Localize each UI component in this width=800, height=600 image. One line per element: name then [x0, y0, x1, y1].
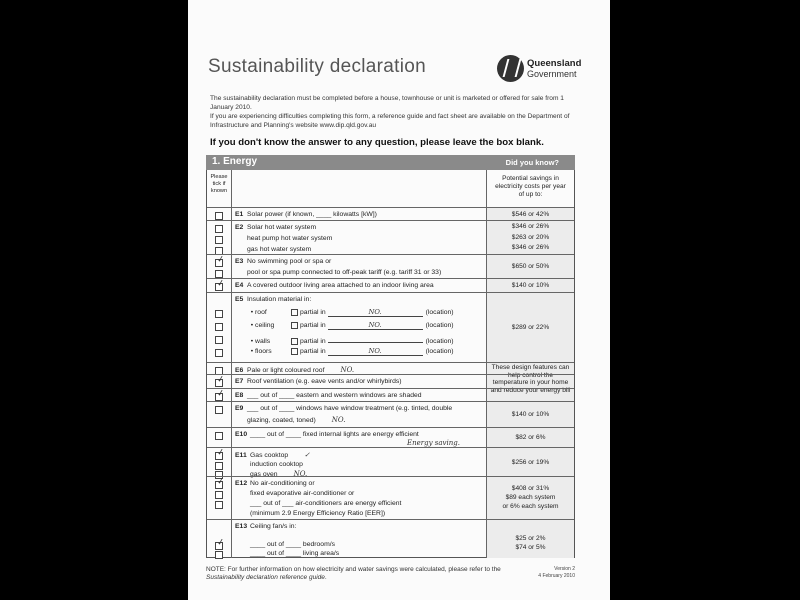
savings-value: $140 or 10% — [511, 411, 550, 418]
item-code: E12 — [235, 480, 248, 487]
item-text: Roof ventilation (e.g. eave vents and/or whirlybirds) — [247, 378, 402, 385]
savings-cell — [486, 279, 574, 292]
item-text: • floors — [247, 348, 272, 355]
location-label: (location) — [425, 322, 454, 329]
tick-checkbox[interactable] — [215, 323, 223, 331]
item-line — [235, 234, 332, 244]
tick-checkbox[interactable] — [215, 446, 226, 460]
item-text: Insulation material in: — [247, 296, 312, 303]
item-text: • ceiling — [247, 322, 275, 329]
version-date: 4 February 2010 — [538, 573, 575, 579]
table-row-e9 — [207, 401, 574, 427]
savings-value: $650 or 50% — [511, 263, 550, 270]
tick-checkbox[interactable] — [215, 310, 223, 318]
location-blank[interactable] — [328, 321, 423, 330]
savings-value: These design features can help control the temperature in your home and reduce your energy bill — [490, 364, 571, 394]
tick-checkbox[interactable] — [215, 462, 223, 470]
item-text: pool or spa pump connected to off-peak tariff (e.g. tariff 31 or 33) — [247, 269, 442, 276]
savings-value: $256 or 19% — [511, 459, 550, 466]
item-line — [235, 460, 303, 470]
tick-checkbox[interactable] — [215, 387, 226, 401]
tick-checkbox[interactable] — [215, 475, 226, 489]
checkmark-icon: ✓ — [216, 446, 226, 458]
item-line — [235, 489, 354, 499]
handwritten-answer: NO. — [331, 416, 346, 424]
item-code: E7 — [235, 378, 244, 385]
item-line — [235, 281, 434, 291]
item-line — [235, 499, 401, 509]
tick-checkbox[interactable] — [215, 406, 223, 414]
savings-value: $89 each system — [505, 494, 556, 501]
item-text: Pale or light coloured roof — [247, 367, 325, 374]
did-you-know-label: Did you know? — [505, 158, 559, 167]
item-line — [235, 450, 310, 460]
item-code: E5 — [235, 296, 244, 303]
partial-label: partial in — [300, 348, 328, 355]
item-text: induction cooktop — [250, 460, 303, 468]
item-line — [235, 347, 454, 357]
item-line — [235, 377, 402, 387]
location-label: (location) — [425, 309, 454, 316]
item-text: Solar power (if known, ____ kilowatts [kW]) — [247, 211, 377, 218]
checkmark-icon: ✓ — [216, 277, 226, 289]
item-line — [235, 268, 441, 278]
item-text: ____ out of ____ fixed internal lights are energy efficient — [250, 431, 419, 438]
logo-line-2: Government — [527, 69, 577, 79]
item-code: E6 — [235, 367, 244, 374]
location-blank[interactable] — [328, 308, 423, 317]
savings-value: $346 or 26% — [511, 244, 550, 251]
item-text: ___ out of ___ air-conditioners are energy efficient — [250, 500, 402, 507]
item-text: ___ out of ____ eastern and western windows are shaded — [247, 392, 422, 399]
location-blank[interactable] — [328, 347, 423, 356]
item-text: Solar hot water system — [247, 224, 317, 231]
checkmark-icon: ✓ — [216, 536, 226, 548]
table-row-e13 — [207, 519, 574, 558]
item-text: (minimum 2.9 Energy Efficiency Ratio [EER]) — [250, 510, 386, 517]
tick-checkbox[interactable] — [215, 536, 226, 550]
savings-value: $546 or 42% — [511, 211, 550, 218]
item-line — [235, 295, 311, 305]
note-guide-title: Sustainability declaration reference guide — [206, 574, 325, 581]
table-header-row — [207, 170, 574, 207]
checkmark-icon: ✓ — [216, 387, 226, 399]
tick-checkbox[interactable] — [215, 349, 223, 357]
table-row-e1 — [207, 207, 574, 220]
section-title: 1. Energy — [212, 156, 258, 167]
savings-value: $74 or 5% — [515, 544, 546, 551]
checkmark-icon: ✓ — [216, 475, 226, 487]
logo-line-1: Queensland — [527, 58, 582, 69]
partial-label: partial in — [300, 322, 328, 329]
note-suffix: . — [324, 574, 327, 581]
savings-cell — [486, 428, 574, 447]
table-row-e12 — [207, 476, 574, 519]
savings-cell — [486, 208, 574, 220]
tick-checkbox[interactable] — [215, 373, 226, 387]
savings-cell — [486, 448, 574, 476]
item-code: E4 — [235, 282, 244, 289]
item-text: glazing, coated, toned) — [247, 417, 316, 424]
item-line — [235, 415, 345, 425]
tick-checkbox[interactable] — [215, 225, 223, 233]
item-code: E2 — [235, 224, 244, 231]
partial-checkbox[interactable] — [291, 322, 298, 329]
item-line — [235, 321, 454, 331]
item-line — [235, 223, 316, 233]
item-code: E8 — [235, 392, 244, 399]
savings-cell — [486, 402, 574, 427]
tick-column-header: Please tick if known — [207, 170, 232, 207]
item-text: Ceiling fan/s in: — [250, 523, 297, 530]
handwritten-answer: NO. — [368, 308, 382, 316]
savings-value: $82 or 6% — [515, 434, 546, 441]
item-line — [235, 210, 377, 220]
item-line — [235, 391, 422, 401]
handwritten-answer: ✓ — [304, 451, 311, 459]
item-code: E13 — [235, 523, 248, 530]
partial-checkbox[interactable] — [291, 309, 298, 316]
table-row-e3 — [207, 254, 574, 278]
table-row-e4 — [207, 278, 574, 292]
item-text: A covered outdoor living area attached to an indoor living area — [247, 282, 434, 289]
version-info — [535, 566, 575, 580]
savings-value: $346 or 26% — [511, 223, 550, 230]
savings-value: $289 or 22% — [511, 324, 550, 331]
savings-value: $25 or 2% — [515, 535, 546, 542]
item-line — [235, 549, 339, 559]
item-code: E9 — [235, 405, 244, 412]
partial-checkbox[interactable] — [291, 348, 298, 355]
queensland-government-logo — [497, 55, 587, 85]
checkmark-icon: ✓ — [216, 253, 226, 265]
tick-checkbox[interactable] — [215, 277, 226, 291]
location-label: (location) — [425, 348, 454, 355]
savings-value: $263 or 20% — [511, 233, 550, 241]
item-text: ____ out of ____ bedroom/s — [250, 541, 336, 548]
tick-checkbox[interactable] — [215, 336, 223, 344]
partial-label: partial in — [300, 338, 328, 345]
section-header — [206, 155, 575, 170]
savings-value: or 6% each system — [502, 503, 559, 510]
item-text: ___ out of ____ windows have window treatment (e.g. tinted, double — [247, 405, 453, 412]
table-row-e8 — [207, 388, 574, 401]
item-text: No air-conditioning or — [250, 480, 315, 487]
page-title: Sustainability declaration — [208, 56, 426, 77]
tick-checkbox[interactable] — [215, 253, 226, 267]
item-text: Gas cooktop — [250, 452, 289, 459]
tick-checkbox[interactable] — [215, 432, 223, 440]
location-label: (location) — [425, 338, 454, 345]
item-text: ____ out of ____ living area/s — [250, 550, 340, 557]
item-text: • walls — [247, 338, 271, 345]
table-row-e7 — [207, 374, 574, 388]
item-line — [235, 308, 454, 318]
item-code: E1 — [235, 211, 244, 218]
location-blank[interactable] — [328, 334, 423, 343]
handwritten-answer: NO. — [340, 366, 355, 374]
energy-table — [206, 170, 575, 558]
table-row-e11 — [207, 447, 574, 476]
item-code: E11 — [235, 452, 247, 459]
item-text: gas hot water system — [247, 246, 312, 253]
table-row-e5 — [207, 292, 574, 362]
savings-value: $408 or 31% — [511, 485, 550, 492]
savings-cell — [486, 293, 574, 362]
intro-paragraph-2: If you are experiencing difficulties completing this form, a reference guide and fact sheet are available on the Department of Infrastructure and Planning's website www.dip.qld.gov.au — [210, 113, 570, 129]
item-text: No swimming pool or spa or — [247, 258, 332, 265]
savings-cell — [486, 520, 574, 558]
handwritten-answer: NO. — [368, 321, 382, 329]
savings-cell — [486, 221, 574, 254]
version-number: Version 2 — [554, 566, 575, 572]
handwritten-answer: Energy saving. — [407, 439, 460, 447]
tick-checkbox[interactable] — [215, 212, 223, 220]
item-text: fixed evaporative air-conditioner or — [250, 490, 355, 497]
item-code: E3 — [235, 258, 244, 265]
partial-label: partial in — [300, 309, 328, 316]
item-text: heat pump hot water system — [247, 235, 333, 242]
savings-column-header: Potential savings in electricity costs per year of up to: — [486, 170, 574, 207]
item-text: • roof — [247, 309, 267, 316]
instruction-heading: If you don't know the answer to any question, please leave the box blank. — [210, 137, 544, 148]
item-line — [235, 404, 452, 414]
logo-emblem-icon — [497, 55, 524, 82]
handwritten-answer: NO. — [293, 470, 308, 478]
item-code: E10 — [235, 431, 248, 438]
savings-cell — [486, 255, 574, 278]
tick-checkbox[interactable] — [215, 551, 223, 559]
tick-checkbox[interactable] — [215, 491, 223, 499]
savings-value: $140 or 10% — [511, 282, 550, 289]
table-row-e10 — [207, 427, 574, 447]
note-text: NOTE: For further information on how electricity and water savings were calculated, please refer to the — [206, 566, 501, 573]
item-line — [235, 334, 454, 344]
item-line — [235, 479, 315, 489]
intro-paragraph-1: The sustainability declaration must be completed before a house, townhouse or unit is marketed or offered for sale from 1 January 2010. — [210, 95, 564, 111]
item-line — [235, 509, 385, 519]
tick-checkbox[interactable] — [215, 236, 223, 244]
partial-checkbox[interactable] — [291, 338, 298, 345]
checkmark-icon: ✓ — [216, 373, 226, 385]
item-text: gas oven — [250, 471, 278, 478]
table-row-e2 — [207, 220, 574, 254]
handwritten-answer: NO. — [368, 347, 382, 355]
item-line — [235, 257, 331, 267]
savings-cell — [486, 477, 574, 519]
footer-note — [206, 566, 531, 582]
item-line — [235, 430, 419, 440]
tick-checkbox[interactable] — [215, 501, 223, 509]
